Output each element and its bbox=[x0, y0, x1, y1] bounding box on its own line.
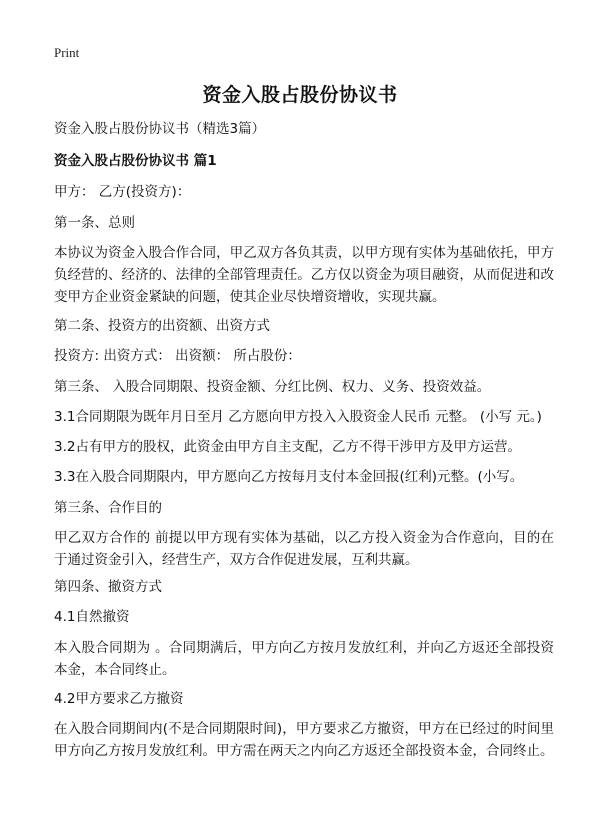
parties-line: 甲方： 乙方(投资方)： bbox=[54, 184, 191, 200]
clause-heading-contribution: 第二条、投资方的出资额、出资方式 bbox=[54, 318, 270, 334]
clause-4-1-heading: 4.1自然撤资 bbox=[54, 609, 130, 625]
clause-heading-term: 第三条、 入股合同期限、投资金额、分红比例、权力、义务、投资效益。 bbox=[54, 379, 491, 395]
document-subtitle: 资金入股占股份协议书（精选3篇） bbox=[54, 121, 266, 137]
clause-3-2: 3.2占有甲方的股权，此资金由甲方自主支配，乙方不得干涉甲方及甲方运营。 bbox=[54, 439, 521, 455]
document-title: 资金入股占股份协议书 bbox=[202, 84, 398, 106]
paragraph-general: 本协议为资金入股合作合同，甲乙双方各负其责，以甲方现有实体为基础依托，甲方负经营的、经济的、法律的全部管理责任。乙方仅以资金为项目融资，从而促进和改变甲方企业资金紧缺的问题，使其企业尽快增资增收，实现共赢。 bbox=[54, 245, 554, 305]
clause-3-3: 3.3在入股合同期限内，甲方愿向乙方按每月支付本金回报(红利)元整。(小写。 bbox=[54, 469, 524, 485]
paragraph-purpose: 甲乙双方合作的 前提以甲方现有实体为基础，以乙方投入资金为合作意向，目的在于通过资金引入，经营生产，双方合作促进发展，互利共赢。 bbox=[54, 530, 554, 568]
clause-heading-general: 第一条、总则 bbox=[54, 215, 135, 231]
clause-heading-withdrawal: 第四条、撤资方式 bbox=[54, 579, 162, 595]
paragraph-4-1: 本入股合同期为 。合同期满后，甲方向乙方按月发放红利，并向乙方返还全部投资本金，本合同终止。 bbox=[54, 640, 554, 678]
clause-heading-purpose: 第三条、合作目的 bbox=[54, 500, 162, 516]
paragraph-4-2: 在入股合同期间内(不是合同期限时间)，甲方要求乙方撤资，甲方在已经过的时间里甲方向乙方按月发放红利。甲方需在两天之内向乙方返还全部投资本金，合同终止。 bbox=[54, 721, 554, 759]
clause-3-1: 3.1合同期限为既年月日至月 乙方愿向甲方投入入股资金人民币 元整。 (小写 元。) bbox=[54, 409, 542, 425]
clause-4-2-heading: 4.2甲方要求乙方撤资 bbox=[54, 691, 184, 707]
contribution-line: 投资方: 出资方式： 出资额： 所占股份： bbox=[54, 348, 301, 364]
section-heading: 资金入股占股份协议书 篇1 bbox=[54, 153, 217, 169]
print-link[interactable]: Print bbox=[54, 45, 80, 60]
